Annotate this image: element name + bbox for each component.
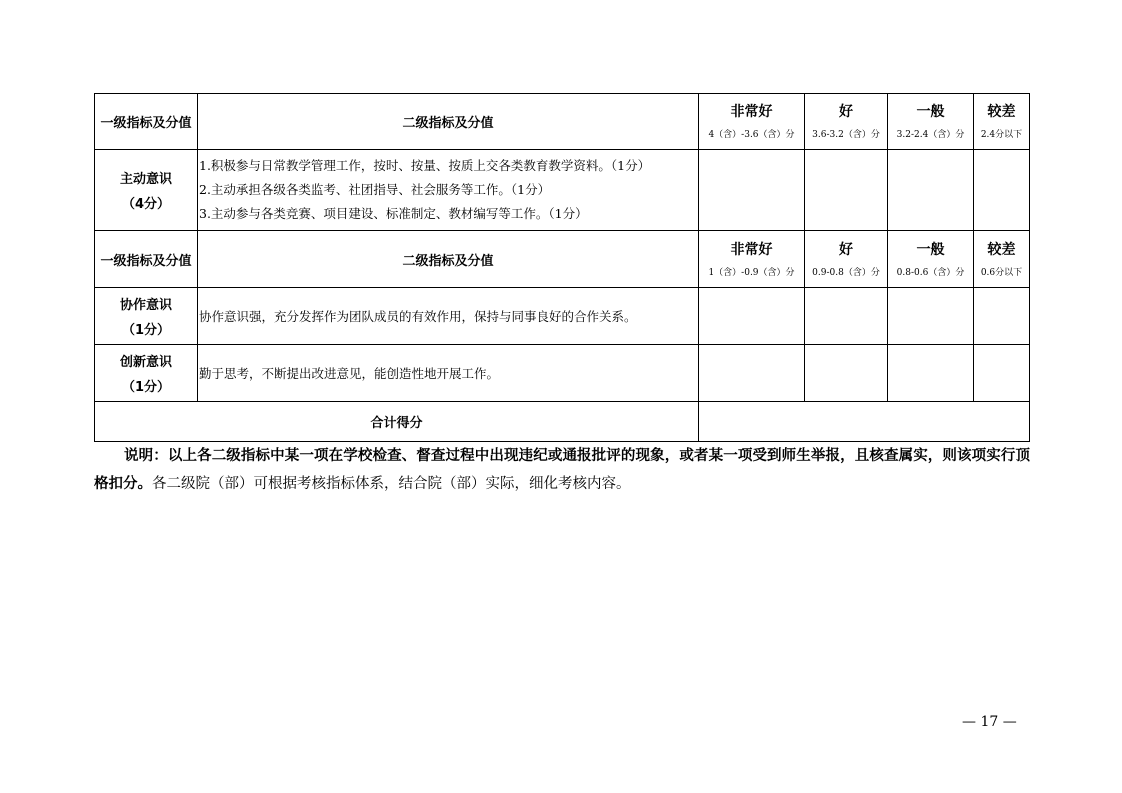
level2-header: 二级指标及分值 xyxy=(198,231,699,288)
list-item: 2.主动承担各级各类监考、社团指导、社会服务等工作。（1分） xyxy=(199,182,551,197)
grade-label: 较差 xyxy=(987,104,1016,120)
grade-range: 1（含）-0.9（含）分 xyxy=(708,267,795,278)
grade-label: 一般 xyxy=(916,104,945,120)
score-cell[interactable] xyxy=(888,150,974,231)
level1-header: 一级指标及分值 xyxy=(95,231,198,288)
total-row xyxy=(95,402,1030,442)
evaluation-table xyxy=(94,93,1030,442)
list-item: 3.主动参与各类竞赛、项目建设、标准制定、教材编写等工作。（1分） xyxy=(199,206,588,221)
grade-range: 3.6-3.2（含）分 xyxy=(812,130,880,140)
grade-very-good xyxy=(699,94,805,150)
score-cell[interactable] xyxy=(888,345,974,402)
score-cell[interactable] xyxy=(699,345,805,402)
indicator-name: 创新意识 xyxy=(119,355,172,370)
list-item: 1.积极参与日常教学管理工作，按时、按量、按质上交各类教育教学资料。（1分） xyxy=(199,158,651,173)
grade-range: 0.8-0.6（含）分 xyxy=(896,267,965,278)
section2-header-row xyxy=(95,231,1030,288)
score-cell[interactable] xyxy=(974,150,1030,231)
indicator-initiative xyxy=(95,150,198,231)
indicator-text: 协作意识强，充分发挥作为团队成员的有效作用，保持与同事良好的合作关系。 xyxy=(198,288,699,345)
score-cell[interactable] xyxy=(699,150,805,231)
indicator-score: （1分） xyxy=(121,380,171,395)
indicator-name: 协作意识 xyxy=(119,298,172,313)
grade-average xyxy=(888,94,974,150)
grade-label: 好 xyxy=(839,104,853,120)
score-cell[interactable] xyxy=(699,288,805,345)
page-number: — 17 — xyxy=(962,714,1017,730)
indicator-name: 主动意识 xyxy=(119,172,172,187)
grade-label: 非常好 xyxy=(730,104,773,120)
level1-header: 一级指标及分值 xyxy=(95,94,198,150)
level2-header: 二级指标及分值 xyxy=(198,94,699,150)
grade-range: 2.4分以下 xyxy=(980,130,1023,140)
score-cell[interactable] xyxy=(805,345,888,402)
table-row xyxy=(95,150,1030,231)
grade-poor xyxy=(974,94,1030,150)
note-paragraph xyxy=(94,442,1030,498)
grade-label: 一般 xyxy=(916,241,945,258)
indicator-cooperation xyxy=(95,288,198,345)
total-score-cell[interactable] xyxy=(699,402,1030,442)
grade-good xyxy=(805,94,888,150)
grade-good xyxy=(805,231,888,288)
total-label: 合计得分 xyxy=(95,402,699,442)
table-row xyxy=(95,288,1030,345)
grade-label: 非常好 xyxy=(730,241,773,258)
indicator-items xyxy=(198,150,699,231)
score-cell[interactable] xyxy=(974,345,1030,402)
indicator-score: （4分） xyxy=(121,197,171,212)
indicator-score: （1分） xyxy=(121,323,171,338)
section1-header-row xyxy=(95,94,1030,150)
grade-range: 3.2-2.4（含）分 xyxy=(896,130,965,140)
score-cell[interactable] xyxy=(888,288,974,345)
score-cell[interactable] xyxy=(805,150,888,231)
grade-poor xyxy=(974,231,1030,288)
indicator-text: 勤于思考，不断提出改进意见，能创造性地开展工作。 xyxy=(198,345,699,402)
note-bold-text: 说明：以上各二级指标中某一项在学校检查、督查过程中出现违纪或通报批评的现象，或者某一项受到师生举报，且核查属实，则该项实行顶格扣分。 xyxy=(94,447,1030,492)
table-row xyxy=(95,345,1030,402)
grade-label: 较差 xyxy=(987,241,1016,258)
grade-average xyxy=(888,231,974,288)
grade-range: 4（含）-3.6（含）分 xyxy=(708,130,795,140)
grade-label: 好 xyxy=(839,241,853,258)
note-normal-text: 各二级院（部）可根据考核指标体系，结合院（部）实际，细化考核内容。 xyxy=(152,476,631,492)
score-cell[interactable] xyxy=(974,288,1030,345)
score-cell[interactable] xyxy=(805,288,888,345)
grade-range: 0.9-0.8（含）分 xyxy=(812,267,880,278)
grade-range: 0.6分以下 xyxy=(980,267,1023,278)
indicator-innovation xyxy=(95,345,198,402)
grade-very-good xyxy=(699,231,805,288)
